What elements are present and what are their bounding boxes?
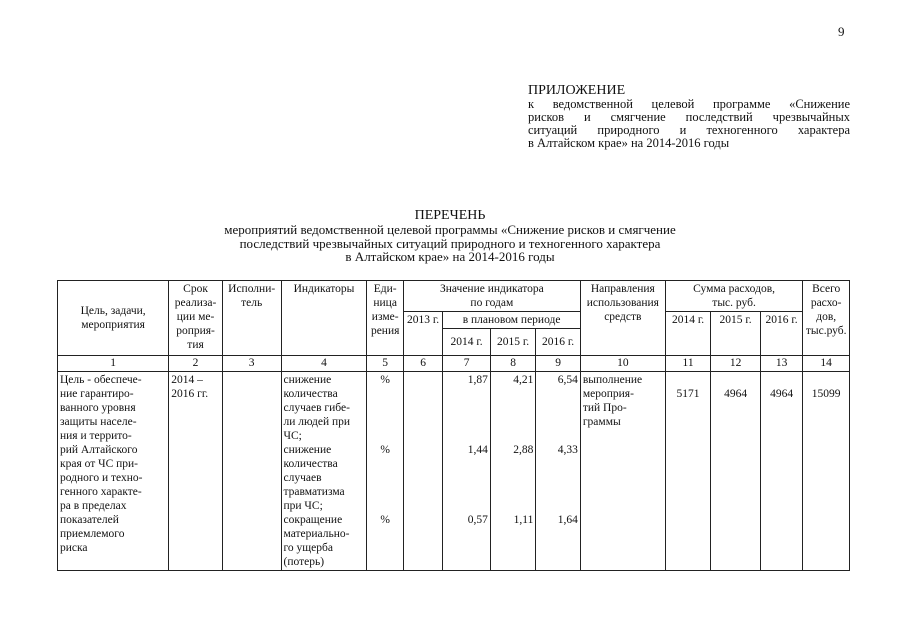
appendix-block: [528, 83, 850, 150]
expense-2014-cell: 5171: [665, 372, 711, 571]
appendix-line: рисков и смягчение последствий чрезвычайных: [528, 110, 850, 124]
appendix-line: к ведомственной целевой программе «Снижение: [528, 97, 850, 111]
page-number: 9: [838, 24, 845, 39]
header-goal: Цель, задачи, мероприятия: [58, 281, 169, 356]
column-number: 1: [58, 356, 169, 372]
appendix-title: ПРИЛОЖЕНИЕ: [528, 83, 626, 98]
header-indicator-value: Значение индикатора по годам: [403, 281, 580, 312]
appendix-line: в Алтайском крае» на 2014-2016 годы: [528, 136, 730, 150]
indicators-cell: снижение количества случаев гибе- ли людей при ЧС; снижение количества случаев травматизма при ЧС; сокращение материально- го ущерба (потерь): [281, 372, 367, 571]
table-row: [58, 372, 850, 571]
expense-2016-cell: 4964: [760, 372, 803, 571]
direction-cell: выполнение мероприя- тий Про- граммы: [580, 372, 665, 571]
list-title: ПЕРЕЧЕНЬ: [414, 208, 486, 223]
value-2015-cell: 4,21 2,88 1,11: [490, 372, 536, 571]
total-cell: 15099: [803, 372, 850, 571]
column-number: 7: [443, 356, 491, 372]
term-cell: 2014 – 2016 гг.: [169, 372, 223, 571]
header-unit: Еди- ница изме- рения: [367, 281, 403, 356]
goal-cell: Цель - обеспече- ние гарантиро- ванного уровня защиты населе- ния и террито- рий Алтайского края от ЧС при- родного и техно- генного характе- ра в пределах показателей приемлемого риска: [58, 372, 169, 571]
column-number-row: [58, 356, 850, 372]
column-number: 6: [403, 356, 442, 372]
header-planned-period: в плановом периоде: [443, 312, 581, 329]
header-expense-2016: 2016 г.: [760, 312, 803, 356]
list-subtitle-line: в Алтайском крае» на 2014-2016 годы: [345, 249, 555, 264]
column-number: 2: [169, 356, 223, 372]
column-number: 3: [222, 356, 281, 372]
header-value-2014: 2014 г.: [443, 329, 491, 356]
header-executor: Исполни- тель: [222, 281, 281, 356]
column-number: 14: [803, 356, 850, 372]
expense-2015-cell: 4964: [711, 372, 761, 571]
header-term: Срок реализа- ции ме- роприя- тия: [169, 281, 223, 356]
header-total: Всего расхо- дов, тыс.руб.: [803, 281, 850, 356]
header-expense-2014: 2014 г.: [665, 312, 711, 356]
column-number: 5: [367, 356, 403, 372]
column-number: 13: [760, 356, 803, 372]
column-number: 11: [665, 356, 711, 372]
column-number: 9: [536, 356, 581, 372]
header-indicators: Индикаторы: [281, 281, 367, 356]
header-expenses: Сумма расходов, тыс. руб.: [665, 281, 803, 312]
value-2014-cell: 1,87 1,44 0,57: [443, 372, 491, 571]
unit-cell: % % %: [367, 372, 403, 571]
value-2016-cell: 6,54 4,33 1,64: [536, 372, 581, 571]
appendix-line: ситуаций природного и техногенного характера: [528, 123, 850, 137]
list-heading: [150, 208, 750, 264]
header-value-2013: 2013 г.: [403, 312, 442, 356]
measures-table: [57, 280, 850, 571]
list-subtitle-line: последствий чрезвычайных ситуаций природного и техногенного характера: [239, 235, 661, 251]
list-subtitle-line: мероприятий ведомственной целевой программы «Снижение рисков и смягчение: [224, 222, 676, 237]
column-number: 10: [580, 356, 665, 372]
header-value-2016: 2016 г.: [536, 329, 581, 356]
header-value-2015: 2015 г.: [490, 329, 536, 356]
column-number: 4: [281, 356, 367, 372]
column-number: 12: [711, 356, 761, 372]
column-number: 8: [490, 356, 536, 372]
header-expense-2015: 2015 г.: [711, 312, 761, 356]
header-direction: Направления использования средств: [580, 281, 665, 356]
executor-cell: [222, 372, 281, 571]
value-2013-cell: [403, 372, 442, 571]
